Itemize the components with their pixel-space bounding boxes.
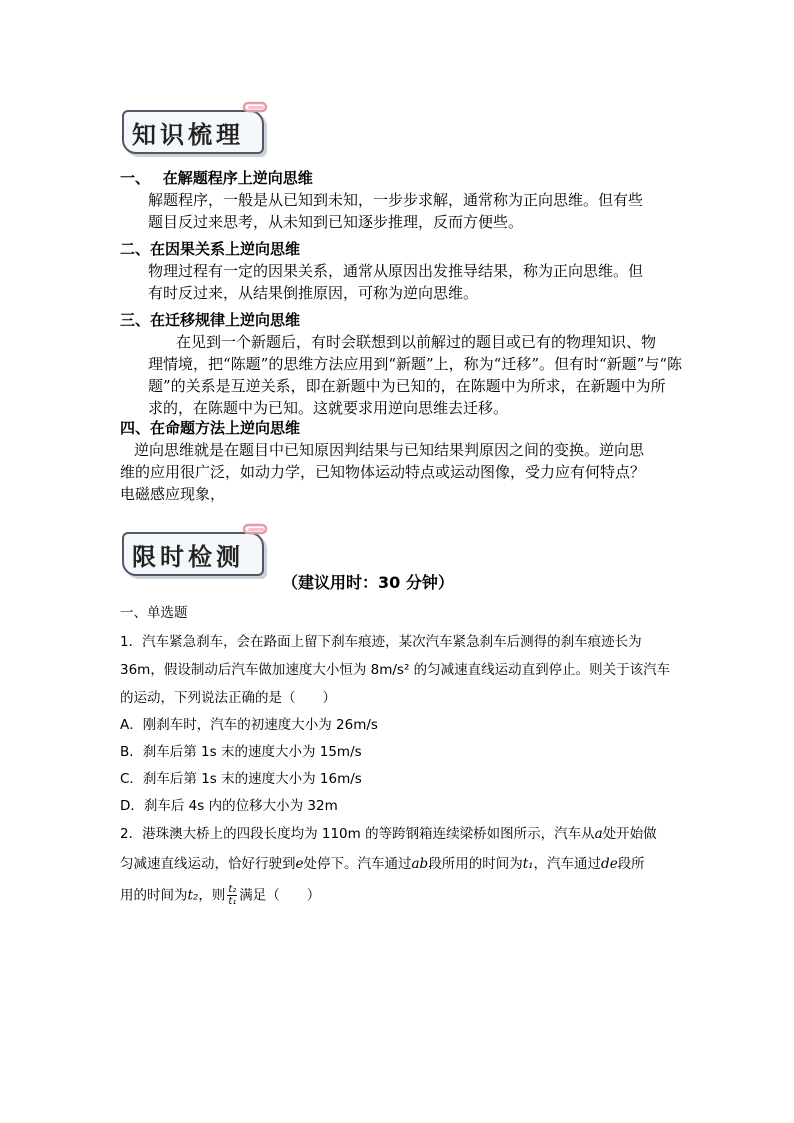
q1-option-b: B．刹车后第 1s 末的速度大小为 15m/s <box>120 744 362 760</box>
q2-line-1 <box>120 825 657 843</box>
q2-line-3 <box>120 884 320 907</box>
heading-4: 四、在命题方法上逆向思维 <box>120 419 301 437</box>
q2-var-t1: t₁ <box>522 856 534 872</box>
banner-title: 知识梳理 <box>132 121 244 149</box>
q2-text: 匀减速直线运动，恰好行驶到 <box>120 856 296 872</box>
timed-test-banner <box>118 520 270 576</box>
para-2-line-1: 物理过程有一定的因果关系，通常从原因出发推导结果，称为正向思维。但 <box>148 262 644 280</box>
q2-var-de: de <box>601 856 618 872</box>
q2-text: ，则 <box>198 887 226 904</box>
question-type-heading: 一、单选题 <box>120 605 188 621</box>
q2-text: ，汽车通过 <box>533 856 602 872</box>
para-4-line-1: 逆向思维就是在题目中已知原因判结果与已知结果判原因之间的变换。逆向思 <box>134 441 645 459</box>
fraction-numerator: t₂ <box>228 884 237 895</box>
paper-clip-icon <box>240 98 270 120</box>
q2-text: 段所 <box>617 856 645 872</box>
heading-1: 一、 在解题程序上逆向思维 <box>120 169 313 187</box>
para-2-line-2: 有时反过来，从结果倒推原因，可称为逆向思维。 <box>148 284 479 302</box>
q1-line-3: 的运动，下列说法正确的是（ ） <box>120 690 336 706</box>
knowledge-banner <box>118 98 270 154</box>
para-1-line-1: 解题程序，一般是从已知到未知，一步步求解，通常称为正向思维。但有些 <box>148 191 644 209</box>
para-4-line-2: 维的应用很广泛，如动力学，已知物体运动特点或运动图像，受力应有何特点？ <box>120 463 646 481</box>
q1-line-2: 36m，假设制动后汽车做加速度大小恒为 8m/s² 的匀减速直线运动直到停止。则关于该汽车 <box>120 662 671 678</box>
q2-text: 用的时间为 <box>120 887 188 904</box>
q2-fraction <box>227 884 237 907</box>
q1-line-1: 1．汽车紧急刹车，会在路面上留下刹车痕迹，某次汽车紧急刹车后测得的刹车痕迹长为 <box>120 634 642 650</box>
para-3-line-4: 求的，在陈题中为已知。这就要求用逆向思维去迁移。 <box>148 399 509 417</box>
q1-option-c: C．刹车后第 1s 末的速度大小为 16m/s <box>120 771 362 787</box>
heading-2: 二、在因果关系上逆向思维 <box>120 240 301 258</box>
q2-text: 处开始做 <box>602 826 657 842</box>
q2-line-2 <box>120 855 645 873</box>
para-3-line-3: 题”的关系是互逆关系，即在新题中为已知的，在陈题中为所求，在新题中为所 <box>148 377 666 395</box>
q2-var-e: e <box>295 856 304 872</box>
q1-option-d: D．刹车后 4s 内的位移大小为 32m <box>120 798 338 814</box>
para-3-line-1: 在见到一个新题后，有时会联想到以前解过的题目或已有的物理知识、物 <box>176 333 657 351</box>
q2-text: 2．港珠澳大桥上的四段长度均为 110m 的等跨钢箱连续梁桥如图所示，汽车从 <box>120 826 595 842</box>
q2-var-ab: ab <box>411 856 429 872</box>
q2-text: 处停下。汽车通过 <box>303 856 412 872</box>
paper-clip-icon <box>240 520 270 542</box>
para-1-line-2: 题目反过来思考，从未知到已知逐步推理，反而方便些。 <box>148 213 524 231</box>
banner-title: 限时检测 <box>132 543 244 571</box>
para-4-line-3: 电磁感应现象， <box>120 485 226 503</box>
q2-text: 满足（ ） <box>239 887 321 904</box>
q2-var-a: a <box>594 826 603 842</box>
q2-text: 段所用的时间为 <box>428 856 523 872</box>
heading-3: 三、在迁移规律上逆向思维 <box>120 311 301 329</box>
para-3-line-2: 理情境，把“陈题”的思维方法应用到“新题”上，称为“迁移”。但有时“新题”与“陈 <box>148 355 683 373</box>
suggested-time: （建议用时：30 分钟） <box>282 573 454 592</box>
q2-var-t2: t₂ <box>187 887 199 904</box>
q1-option-a: A．刚刹车时，汽车的初速度大小为 26m/s <box>120 717 378 733</box>
fraction-denominator: t₁ <box>228 896 237 907</box>
